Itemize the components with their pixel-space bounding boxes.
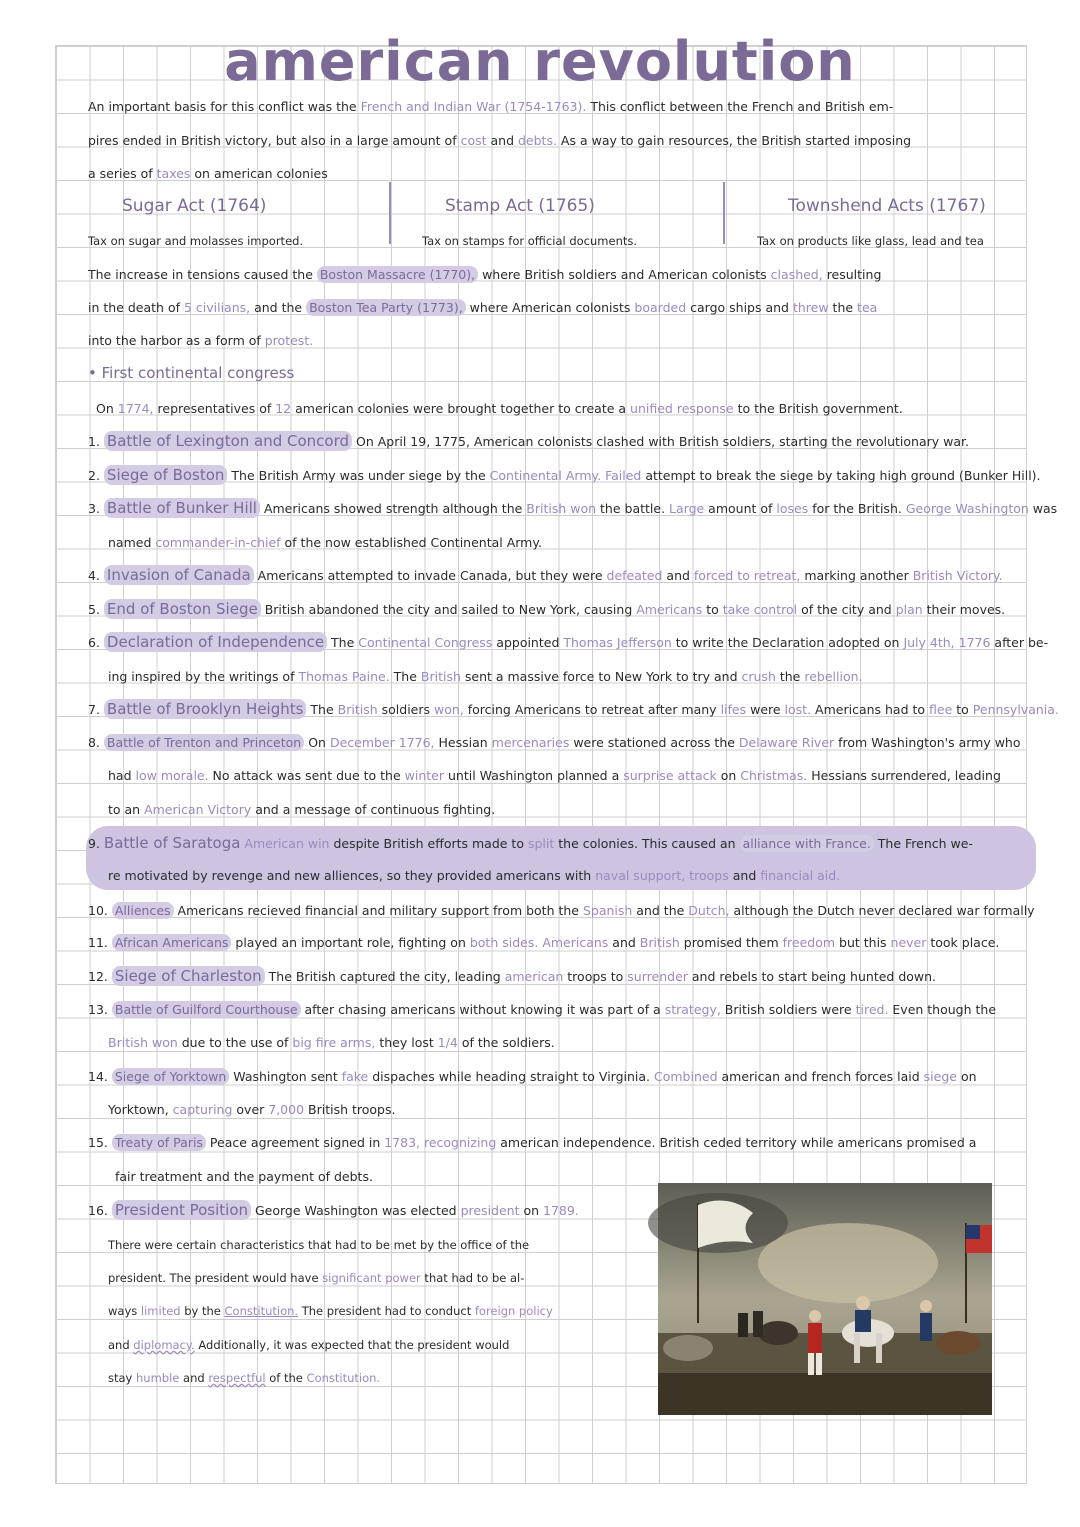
num: 7. xyxy=(88,702,100,717)
text: to the British government. xyxy=(733,401,903,416)
event-8 xyxy=(88,735,1021,751)
keyword: British won xyxy=(108,1035,178,1050)
text: took place. xyxy=(926,935,1000,950)
text: ways xyxy=(108,1304,141,1318)
keyword: Delaware River xyxy=(738,735,835,750)
intro-highlight: cost xyxy=(460,133,487,148)
keyword: strategy, xyxy=(664,1002,721,1017)
event-title: Battle of Bunker Hill xyxy=(104,498,260,518)
president-line-4 xyxy=(108,1337,648,1353)
text: appointed xyxy=(492,635,564,650)
keyword: loses xyxy=(776,501,809,516)
keyword: defeated xyxy=(606,568,663,583)
text: and the xyxy=(632,903,689,918)
keyword: tea xyxy=(857,300,878,315)
text: the battle. xyxy=(596,501,670,516)
keyword: 5 civilians, xyxy=(183,300,251,315)
text: The increase in tensions caused the xyxy=(88,267,317,282)
act-heading-stamp: Stamp Act (1765) xyxy=(445,196,595,216)
text: american and french forces laid xyxy=(717,1069,924,1084)
text: their moves. xyxy=(922,602,1006,617)
text: Americans showed strength although the xyxy=(259,501,527,516)
event-15-cont: fair treatment and the payment of debts. xyxy=(115,1169,373,1184)
event-title: Battle of Trenton and Princeton xyxy=(104,734,304,751)
keyword: Constitution. xyxy=(224,1304,299,1318)
text: Americans attempted to invade Canada, but they were xyxy=(253,568,607,583)
text: On April 19, 1775, American colonists clashed with British soldiers, starting the revolutionary war. xyxy=(352,434,969,449)
num: 9. xyxy=(88,836,100,851)
keyword: Constitution. xyxy=(306,1371,381,1385)
text: The British Army was under siege by the xyxy=(227,468,490,483)
keyword: British xyxy=(420,669,461,684)
intro-line-3 xyxy=(88,166,993,182)
text: although the Dutch never declared war formally xyxy=(729,903,1035,918)
text: and xyxy=(108,1338,134,1352)
event-title: Siege of Yorktown xyxy=(112,1068,229,1085)
event-16 xyxy=(88,1202,648,1219)
text: The xyxy=(306,702,338,717)
text: Americans recieved financial and military support from both the xyxy=(173,903,583,918)
keyword: British won xyxy=(526,501,597,516)
intro-text: This conflict between the French and British em- xyxy=(586,99,894,114)
event-title: Siege of Boston xyxy=(104,465,228,485)
text: Additionally, it was expected that the president would xyxy=(194,1338,510,1352)
text: where American colonists xyxy=(465,300,635,315)
surrender-painting-image xyxy=(658,1183,992,1415)
keyword: Dutch, xyxy=(688,903,730,918)
act-desc-sugar: Tax on sugar and molasses imported. xyxy=(88,234,304,248)
text: Hessians surrendered, leading xyxy=(807,768,1001,783)
text: soldiers xyxy=(377,702,434,717)
keyword: low morale. xyxy=(135,768,209,783)
text: marking another xyxy=(800,568,913,583)
keyword: Thomas Jefferson xyxy=(563,635,672,650)
event-14-cont xyxy=(108,1102,1013,1118)
text: forcing Americans to retreat after many xyxy=(463,702,721,717)
act-heading-townshend: Townshend Acts (1767) xyxy=(788,196,986,216)
keyword: lost. xyxy=(784,702,812,717)
keyword: threw xyxy=(792,300,829,315)
text: after chasing americans without knowing it was part of a xyxy=(300,1002,665,1017)
event-3 xyxy=(88,499,1058,517)
text: and rebels to start being hunted down. xyxy=(687,969,937,984)
num: 3. xyxy=(88,501,100,516)
keyword: Christmas. xyxy=(740,768,808,783)
column-divider xyxy=(389,182,391,244)
text: american independence. British ceded territory while americans promised a xyxy=(496,1135,977,1150)
keyword: humble xyxy=(136,1371,180,1385)
keyword: American win xyxy=(244,836,330,851)
act-desc-stamp: Tax on stamps for official documents. xyxy=(422,234,638,248)
keyword: plan xyxy=(895,602,923,617)
president-line-3 xyxy=(108,1303,648,1319)
text: despite British efforts made to xyxy=(329,836,528,851)
text: of the city and xyxy=(797,602,896,617)
intro-text: pires ended in British victory, but also in a large amount of xyxy=(88,133,461,148)
text: British abandoned the city and sailed to New York, causing xyxy=(260,602,637,617)
keyword: Spanish xyxy=(582,903,633,918)
text: attempt to break the siege by taking high ground (Bunker Hill). xyxy=(641,468,1041,483)
event-title: African Americans xyxy=(112,934,232,951)
text: of the now established Continental Army. xyxy=(280,535,542,550)
keyword: significant power xyxy=(322,1271,421,1285)
text: promised them xyxy=(679,935,783,950)
num: 11. xyxy=(88,935,108,950)
intro-highlight: debts. xyxy=(518,133,557,148)
text: had xyxy=(108,768,136,783)
text: to xyxy=(702,602,723,617)
event-14 xyxy=(88,1069,993,1085)
keyword: commander-in-chief xyxy=(155,535,281,550)
keyword: Thomas Paine. xyxy=(298,669,390,684)
num: 4. xyxy=(88,568,100,583)
text: British soldiers were xyxy=(720,1002,856,1017)
keyword: respectful xyxy=(208,1371,266,1385)
act-desc-townshend: Tax on products like glass, lead and tea xyxy=(757,234,984,248)
keyword: crush xyxy=(741,669,776,684)
keyword: surprise attack xyxy=(623,768,717,783)
text: Peace agreement signed in xyxy=(205,1135,385,1150)
text: On xyxy=(96,401,118,416)
keyword: Continental Congress xyxy=(358,635,493,650)
keyword: american xyxy=(504,969,564,984)
text: american colonies were brought together to create a xyxy=(291,401,631,416)
intro-text: and xyxy=(486,133,518,148)
text: named xyxy=(108,535,156,550)
keyword: George Washington xyxy=(905,501,1029,516)
text: Yorktown, xyxy=(108,1102,173,1117)
president-line-5 xyxy=(108,1370,648,1386)
keyword: siege xyxy=(923,1069,957,1084)
event-title: Treaty of Paris xyxy=(112,1134,206,1151)
num: 6. xyxy=(88,635,100,650)
text: and xyxy=(608,935,640,950)
text: The French we- xyxy=(873,836,973,851)
text: Americans had to xyxy=(811,702,930,717)
keyword: Americans xyxy=(636,602,703,617)
keyword: fake xyxy=(341,1069,369,1084)
event-title: Battle of Brooklyn Heights xyxy=(104,699,307,719)
congress-text xyxy=(96,401,1001,417)
event-title: Battle of Guilford Courthouse xyxy=(112,1001,301,1018)
num: 16. xyxy=(88,1203,108,1218)
text: No attack was sent due to the xyxy=(208,768,405,783)
event-title: Battle of Lexington and Concord xyxy=(104,431,352,451)
text: re motivated by revenge and new alliences, so they provided americans with xyxy=(108,868,596,883)
text: and a message of continuous fighting. xyxy=(251,802,496,817)
text: but this xyxy=(835,935,891,950)
event-8-cont xyxy=(108,768,1013,784)
event-1 xyxy=(88,433,993,450)
highlight: Boston Tea Party (1773), xyxy=(306,299,466,316)
text: The xyxy=(389,669,421,684)
text: resulting xyxy=(822,267,882,282)
keyword: 1789. xyxy=(543,1203,579,1218)
num: 12. xyxy=(88,969,108,984)
page-title: american revolution xyxy=(224,30,856,93)
keyword: boarded xyxy=(634,300,687,315)
keyword: capturing xyxy=(172,1102,233,1117)
keyword: freedom xyxy=(782,935,836,950)
event-6 xyxy=(88,633,1049,651)
event-12 xyxy=(88,968,993,985)
text: on xyxy=(519,1203,544,1218)
keyword: lifes xyxy=(720,702,747,717)
text: Even though the xyxy=(888,1002,997,1017)
keyword: surrender xyxy=(627,969,688,984)
intro-text: An important basis for this conflict was the xyxy=(88,99,361,114)
event-3-cont xyxy=(108,535,1013,551)
text: representatives of xyxy=(153,401,276,416)
text: to write the Declaration adopted on xyxy=(671,635,904,650)
text: played an important role, fighting on xyxy=(231,935,470,950)
president-line-1: There were certain characteristics that had to be met by the office of the xyxy=(108,1238,530,1252)
num: 14. xyxy=(88,1069,108,1084)
num: 13. xyxy=(88,1002,108,1017)
keyword: 1/4 xyxy=(437,1035,458,1050)
congress-heading: • First continental congress xyxy=(88,364,295,382)
keyword: Americans xyxy=(542,935,609,950)
text: The president had to conduct xyxy=(298,1304,475,1318)
keyword: never xyxy=(890,935,927,950)
text: dispaches while heading straight to Virginia. xyxy=(368,1069,654,1084)
keyword: 1774, xyxy=(117,401,154,416)
keyword: Continental Army. xyxy=(489,468,602,483)
event-9-cont xyxy=(108,868,1013,884)
num: 15. xyxy=(88,1135,108,1150)
event-5 xyxy=(88,600,1006,618)
text: amount of xyxy=(704,501,777,516)
tension-line-2 xyxy=(88,300,993,316)
event-title: Declaration of Independence xyxy=(104,632,327,652)
text: were xyxy=(746,702,785,717)
keyword: American Victory xyxy=(144,802,252,817)
tension-line-3 xyxy=(88,333,993,349)
keyword: British xyxy=(639,935,680,950)
text: was xyxy=(1028,501,1058,516)
intro-line-2 xyxy=(88,133,993,149)
text: the colonies. This caused an xyxy=(554,836,740,851)
text: where British soldiers and American colonists xyxy=(478,267,771,282)
text: cargo ships and xyxy=(686,300,793,315)
column-divider xyxy=(723,182,725,244)
text: from Washington's army who xyxy=(834,735,1021,750)
text: ing inspired by the writings of xyxy=(108,669,299,684)
keyword: forced to retreat, xyxy=(693,568,801,583)
text: of the soldiers. xyxy=(457,1035,555,1050)
keyword: Pennsylvania. xyxy=(972,702,1059,717)
text: and the xyxy=(250,300,307,315)
keyword: Large xyxy=(669,501,705,516)
event-13 xyxy=(88,1002,997,1018)
text: in the death of xyxy=(88,300,184,315)
keyword: flee xyxy=(929,702,953,717)
num: 5. xyxy=(88,602,100,617)
text: were stationed across the xyxy=(569,735,739,750)
event-title: Alliences xyxy=(112,902,174,919)
event-title: President Position xyxy=(112,1200,251,1220)
keyword: diplomacy. xyxy=(133,1338,195,1352)
event-9 xyxy=(88,835,993,852)
keyword: unified response xyxy=(630,401,734,416)
event-7 xyxy=(88,700,1059,718)
text: and xyxy=(728,868,761,883)
num: 8. xyxy=(88,735,100,750)
keyword: December 1776, xyxy=(329,735,435,750)
event-title: Siege of Charleston xyxy=(112,966,265,986)
act-heading-sugar: Sugar Act (1764) xyxy=(122,196,267,216)
text: the xyxy=(828,300,858,315)
keyword: 12 xyxy=(275,401,292,416)
intro-text: a series of xyxy=(88,166,157,181)
text: stay xyxy=(108,1371,137,1385)
event-13-cont xyxy=(108,1035,1013,1051)
intro-highlight: French and Indian War (1754-1763). xyxy=(360,99,587,114)
keyword: Failed xyxy=(605,468,642,483)
keyword: 7,000 xyxy=(268,1102,305,1117)
keyword: financial aid. xyxy=(760,868,841,883)
text: over xyxy=(232,1102,269,1117)
intro-text: As a way to gain resources, the British started imposing xyxy=(556,133,912,148)
event-4 xyxy=(88,566,1003,584)
text: to xyxy=(952,702,973,717)
keyword: foreign policy xyxy=(474,1304,553,1318)
keyword: both sides. xyxy=(469,935,539,950)
intro-highlight: taxes xyxy=(156,166,191,181)
text: until Washington planned a xyxy=(444,768,624,783)
tension-line-1 xyxy=(88,267,993,283)
president-line-2 xyxy=(108,1270,648,1286)
keyword: take control xyxy=(722,602,798,617)
keyword: 1783, recognizing xyxy=(384,1135,497,1150)
text: the xyxy=(775,669,805,684)
keyword: big fire arms, xyxy=(292,1035,376,1050)
keyword: split xyxy=(527,836,555,851)
text: The British captured the city, leading xyxy=(264,969,505,984)
text: The xyxy=(327,635,359,650)
keyword: won, xyxy=(434,702,464,717)
keyword: winter xyxy=(404,768,444,783)
intro-text: on american colonies xyxy=(190,166,328,181)
text: that had to be al- xyxy=(420,1271,525,1285)
keyword: limited xyxy=(140,1304,181,1318)
highlight: alliance with France. xyxy=(740,835,874,852)
text: they lost xyxy=(375,1035,438,1050)
keyword: British xyxy=(337,702,378,717)
text: due to the use of xyxy=(177,1035,293,1050)
keyword: president xyxy=(460,1203,520,1218)
text: on xyxy=(716,768,741,783)
text: sent a massive force to New York to try and xyxy=(460,669,742,684)
text: into the harbor as a form of xyxy=(88,333,265,348)
keyword: protest. xyxy=(264,333,314,348)
keyword: rebellion. xyxy=(804,669,863,684)
event-title: Battle of Saratoga xyxy=(103,834,241,852)
num: 1. xyxy=(88,434,100,449)
text: president. The president would have xyxy=(108,1271,323,1285)
event-8-cont-2 xyxy=(108,802,1013,818)
keyword: tired. xyxy=(855,1002,889,1017)
keyword: mercenaries xyxy=(491,735,570,750)
keyword: naval support, troops xyxy=(595,868,729,883)
event-10 xyxy=(88,903,1035,919)
event-6-cont xyxy=(108,669,1013,685)
text: George Washington was elected xyxy=(251,1203,461,1218)
keyword: Combined xyxy=(654,1069,718,1084)
keyword: British Victory. xyxy=(912,568,1003,583)
keyword: clashed, xyxy=(770,267,823,282)
event-11 xyxy=(88,935,1000,951)
text: and xyxy=(179,1371,209,1385)
text: of the xyxy=(265,1371,307,1385)
text: Washington sent xyxy=(229,1069,342,1084)
text: British troops. xyxy=(304,1102,396,1117)
text: On xyxy=(304,735,330,750)
text: to an xyxy=(108,802,145,817)
text: Hessian xyxy=(434,735,492,750)
highlight: Boston Massacre (1770), xyxy=(317,266,478,283)
painting-illustration xyxy=(658,1183,992,1415)
text: by the xyxy=(180,1304,225,1318)
event-2 xyxy=(88,466,1041,484)
num: 2. xyxy=(88,468,100,483)
text: and xyxy=(662,568,694,583)
text: troops to xyxy=(563,969,628,984)
text: on xyxy=(956,1069,977,1084)
keyword: July 4th, 1776 xyxy=(903,635,991,650)
event-title: End of Boston Siege xyxy=(104,599,261,619)
intro-line-1 xyxy=(88,99,993,115)
text: for the British. xyxy=(808,501,906,516)
text: after be- xyxy=(990,635,1049,650)
event-15 xyxy=(88,1135,993,1151)
event-title: Invasion of Canada xyxy=(104,565,254,585)
num: 10. xyxy=(88,903,108,918)
